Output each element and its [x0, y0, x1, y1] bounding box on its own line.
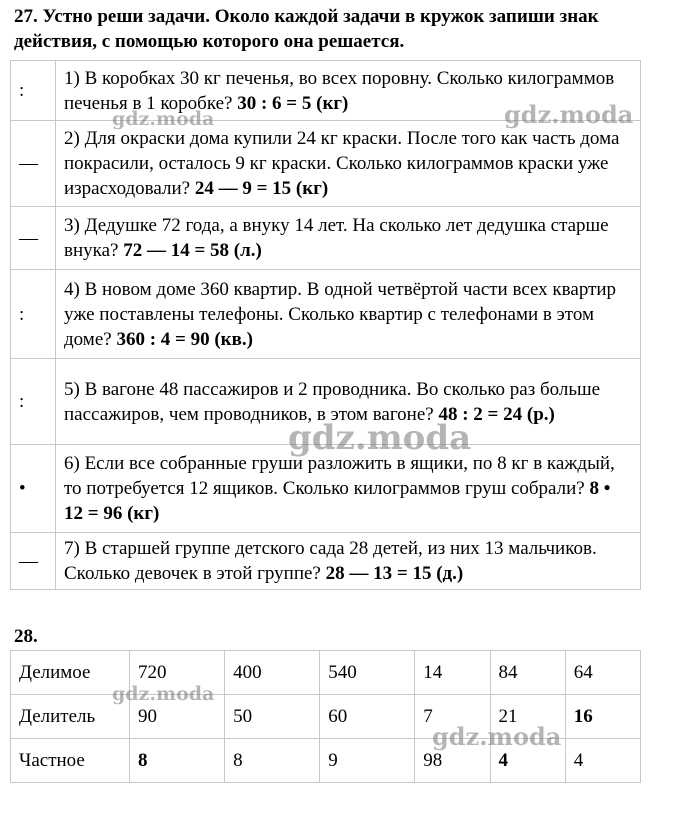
problem-answer: 28 — 13 = 15 (д.) [325, 563, 464, 584]
task-27-heading-line2: действия, с помощью которого она решается. [14, 31, 405, 52]
operation-sign: : [11, 61, 56, 121]
problem-text: 4) В новом доме 360 квартир. В одной четвёртой части всех квартир уже поставлены телефоны. Сколько квартир с телефонами в этом доме? 360 : 4 = 90 (кв.) [56, 270, 641, 359]
table-cell: 21 [490, 695, 565, 739]
row-label-dividend: Делимое [11, 651, 130, 695]
row-label-divisor: Делитель [11, 695, 130, 739]
table-row [11, 359, 641, 445]
table-row [11, 121, 641, 207]
table-cell: 60 [320, 695, 415, 739]
table-row [11, 533, 641, 590]
table-cell: 84 [490, 651, 565, 695]
watermark: gdz.moda [112, 683, 215, 705]
table-row [11, 651, 641, 695]
task-27-table [10, 60, 641, 590]
table-cell: 98 [415, 739, 490, 783]
row-label-quotient: Частное [11, 739, 130, 783]
task-27-heading [14, 4, 690, 54]
operation-sign: : [11, 270, 56, 359]
watermark: gdz.moda [112, 108, 215, 130]
table-row [11, 270, 641, 359]
task-27-heading-line1: 27. Устно реши задачи. Около каждой задачи в кружок запиши знак [14, 6, 599, 27]
problem-text: 7) В старшей группе детского сада 28 детей, из них 13 мальчиков. Сколько девочек в этой группе? 28 — 13 = 15 (д.) [56, 533, 641, 590]
watermark: gdz.moda [432, 722, 562, 751]
table-cell-answer: 8 [130, 739, 225, 783]
table-cell: 64 [565, 651, 640, 695]
operation-sign: — [11, 121, 56, 207]
problem-answer: 48 : 2 = 24 (р.) [438, 403, 555, 425]
table-cell: 90 [130, 695, 225, 739]
table-cell: 14 [415, 651, 490, 695]
table-row [11, 695, 641, 739]
table-cell: 8 [225, 739, 320, 783]
table-cell: 7 [415, 695, 490, 739]
operation-sign: — [11, 207, 56, 270]
table-row [11, 61, 641, 121]
operation-sign: • [11, 445, 56, 533]
problem-answer: 24 — 9 = 15 (кг) [194, 178, 329, 199]
table-cell: 4 [565, 739, 640, 783]
problem-answer: 30 : 6 = 5 (кг) [237, 92, 349, 114]
problem-text: 1) В коробках 30 кг печенья, во всех поровну. Сколько килограммов печенья в 1 коробке? 30 : 6 = 5 (кг) [56, 61, 641, 121]
watermark: gdz.moda [504, 100, 634, 129]
problem-text: 5) В вагоне 48 пассажиров и 2 проводника. Во сколько раз больше пассажиров, чем проводников, в этом вагоне? 48 : 2 = 24 (р.) [56, 359, 641, 445]
table-cell: 9 [320, 739, 415, 783]
table-cell: 540 [320, 651, 415, 695]
watermark: gdz.moda [288, 418, 472, 458]
task-28-table [10, 650, 641, 783]
table-cell: 400 [225, 651, 320, 695]
table-row [11, 207, 641, 270]
problem-answer: 360 : 4 = 90 (кв.) [116, 328, 253, 350]
table-row [11, 445, 641, 533]
problem-text: 3) Дедушке 72 года, а внуку 14 лет. На сколько лет дедушка старше внука? 72 — 14 = 58 (л.) [56, 207, 641, 270]
table-cell: 720 [130, 651, 225, 695]
table-cell-answer: 4 [490, 739, 565, 783]
table-cell: 50 [225, 695, 320, 739]
problem-text: 6) Если все собранные груши разложить в ящики, по 8 кг в каждый, то потребуется 12 ящиков. Сколько килограммов груш собрали? 8 • 12 = 96 (кг) [56, 445, 641, 533]
table-cell-answer: 16 [565, 695, 640, 739]
problem-text: 2) Для окраски дома купили 24 кг краски. После того как часть дома покрасили, осталось 9 кг краски. Сколько килограммов краски уже израсходовали? 24 — 9 = 15 (кг) [56, 121, 641, 207]
operation-sign: — [11, 533, 56, 590]
table-row [11, 739, 641, 783]
operation-sign: : [11, 359, 56, 445]
problem-answer: 8 • 12 = 96 (кг) [64, 478, 611, 524]
task-28-heading: 28. [14, 626, 38, 647]
problem-answer: 72 — 14 = 58 (л.) [123, 240, 262, 261]
